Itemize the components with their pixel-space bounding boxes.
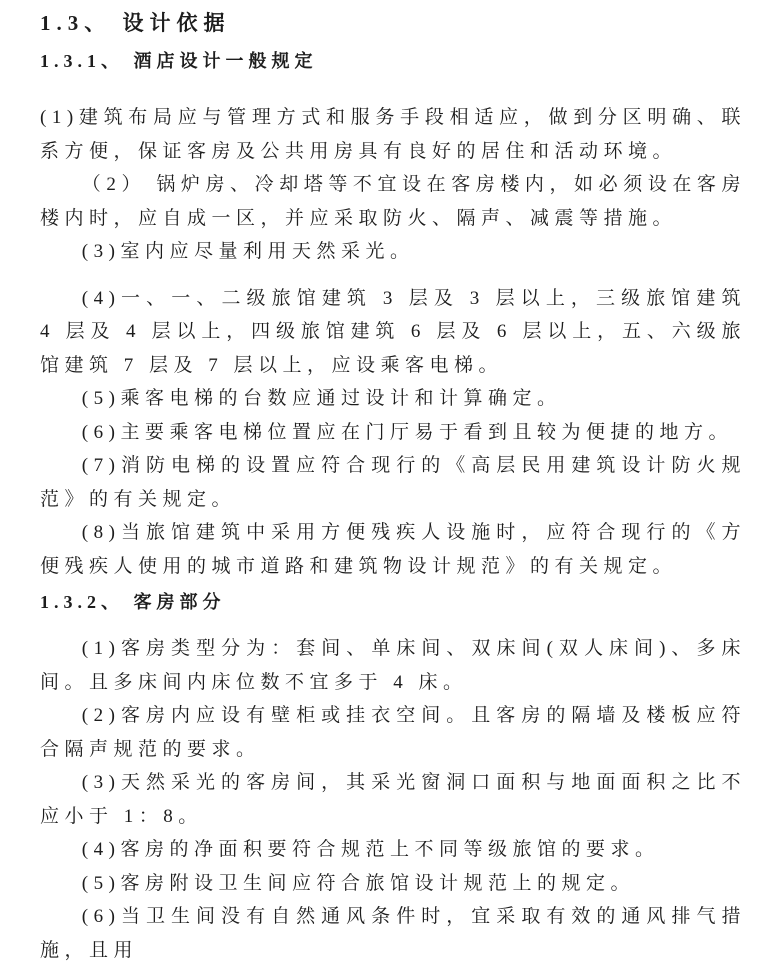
- paragraph-1-3-1-item5: (5)乘客电梯的台数应通过设计和计算确定。: [81, 388, 562, 409]
- paragraph-1-3-1-item8: (8)当旅馆建筑中采用方便残疾人设施时，应符合现行的《方便残疾人使用的城市道路和建筑物设计规范》的有关规定。: [40, 522, 746, 577]
- paragraph-1-3-2-item2: (2)客房内应设有壁柜或挂衣空间。且客房的隔墙及楼板应符合隔声规范的要求。: [40, 705, 746, 760]
- paragraph-1-3-2-item4: (4)客房的净面积要符合规范上不同等级旅馆的要求。: [81, 839, 660, 860]
- paragraph-1-3-2-item6-clipped: (6)当卫生间没有自然通风条件时，宜采取有效的通风排气措施，且用: [40, 906, 746, 961]
- paragraph-1-3-1-item1: (1)建筑布局应与管理方式和服务手段相适应，做到分区明确、联系方便，保证客房及公共用房具有良好的居住和活动环境。: [40, 107, 746, 162]
- paragraph-1-3-1-item2: （2） 锅炉房、冷却塔等不宜设在客房楼内，如必须设在客房楼内时，应自成一区，并应采取防火、隔声、减震等措施。: [40, 174, 746, 229]
- paragraph-1-3-1-item3: (3)室内应尽量利用天然采光。: [81, 241, 415, 262]
- paragraph-1-3-2-item3: (3)天然采光的客房间，其采光窗洞口面积与地面面积之比不应小于 1：8。: [40, 772, 746, 827]
- paragraph-1-3-2-item1: (1)客房类型分为：套间、单床间、双床间(双人床间)、多床间。且多床间内床位数不宜多于 4 床。: [40, 638, 746, 693]
- paragraph-1-3-2-item5: (5)客房附设卫生间应符合旅馆设计规范上的规定。: [81, 872, 635, 894]
- paragraph-1-3-1-item4: (4)一、一、二级旅馆建筑 3 层及 3 层以上，三级旅馆建筑 4 层及 4 层以上，四级旅馆建筑 6 层及 6 层以上，五、六级旅馆建筑 7 层及 7 层以上，应设乘客电梯。: [40, 287, 746, 376]
- doc-title: 1.3、 设计依据: [40, 11, 231, 35]
- paragraph-1-3-1-item7: (7)消防电梯的设置应符合现行的《高层民用建筑设计防火规范》的有关规定。: [40, 455, 746, 510]
- section-heading-1-3-2: 1.3.2、 客房部分: [40, 592, 226, 612]
- section-heading-1-3-1: 1.3.1、 酒店设计一般规定: [40, 51, 318, 71]
- paragraph-1-3-1-item6: (6)主要乘客电梯位置应在门厅易于看到且较为便捷的地方。: [81, 421, 733, 443]
